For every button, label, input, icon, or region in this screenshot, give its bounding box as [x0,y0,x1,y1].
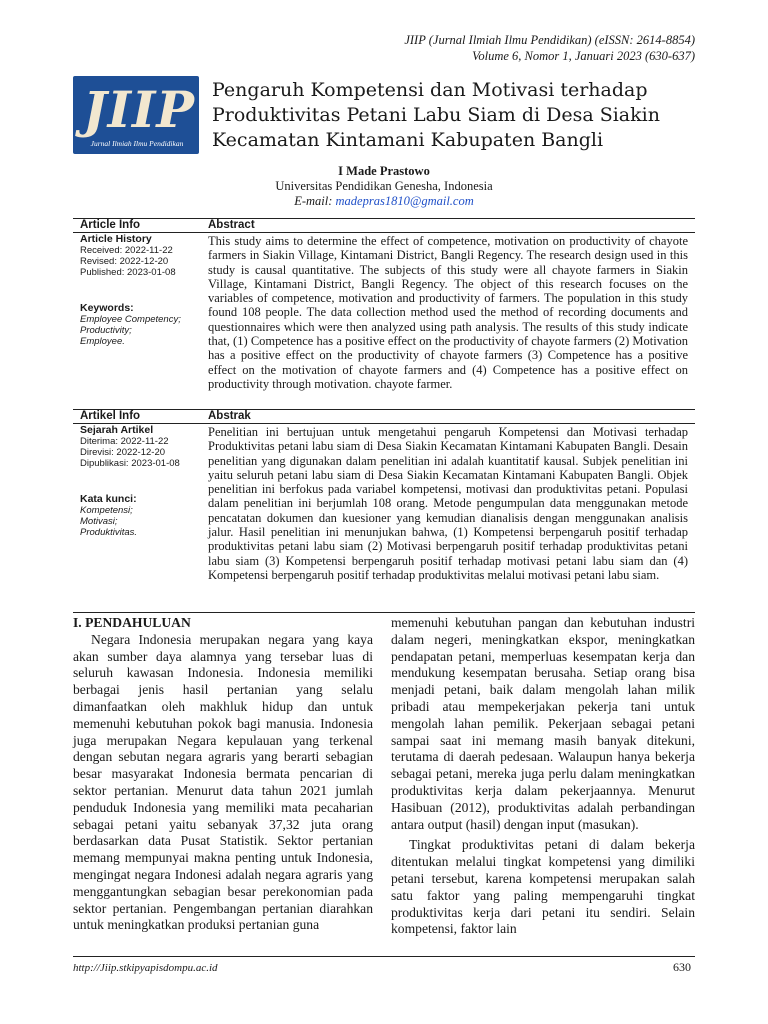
title-line-2: Produktivitas Petani Labu Siam di Desa Siakin [212,104,660,126]
journal-header [404,32,695,64]
journal-volume: Volume 6, Nomor 1, Januari 2023 (630-637) [472,49,695,63]
body-paragraph: Negara Indonesia merupakan negara yang kaya akan sumber daya alamnya yang tersebar luas di seluruh kawasan Indonesia. Indonesia memiliki berbagai jenis hasil pertanian yang selalu dimanfaatkan oleh makhluk hidup dan untuk memenuhi kebutuhan pokok bagi manusia. Indonesia juga merupakan Negara kepulauan yang terkenal dengan sebutan negara agraris yang berarti sebagian besar masyarakat Indonesia bermata pencarian di sektor pertanian. Menurut data tahun 2021 jumlah penduduk Indonesia yang memiliki mata pecaharian sebagai petani yaitu sebanyak 37,32 juta orang berdasarkan data Pusat Statistik. Sektor pertanian memang mempunyai makna penting untuk Indonesia, mengingat negara Indonesi adalah negara agraris yang menggantungkan sebagian besar perekonomian pada sektor pertanian. Pengembangan pertanian diarahkan untuk meningkatkan produksi pertanian guna [73,631,373,933]
logo-text: JIIP [83,80,196,139]
keyword: Produktivitas. [80,527,138,538]
abstract-heading: Abstract [208,219,255,231]
history-heading: Article History [80,233,152,245]
keyword: Motivasi; [80,516,118,527]
journal-logo [73,76,199,154]
body-paragraph: Tingkat produktivitas petani di dalam bekerja ditentukan melalui tingkat kompetensi yang dimiliki petani tersebut, karena kompetensi merupakan salah satu faktor yang paling mempengaruhi tingkat produktivitas kerja dari petani itu sendiri. Selain kompetensi, faktor lain [391,837,695,937]
received-date: Received: 2022-11-22 [80,245,173,256]
keywords-heading: Keywords: [80,302,134,314]
email-label: E-mail: [294,194,336,208]
page-number: 630 [673,960,691,974]
divider [73,409,695,410]
body-right-column [391,615,695,938]
diterima-date: Diterima: 2022-11-22 [80,436,169,447]
title-line-3: Kecamatan Kintamani Kabupaten Bangli [212,129,604,151]
author-email-line [73,194,695,209]
body-paragraph: memenuhi kebutuhan pangan dan kebutuhan industri dalam negeri, meningkatkan ekspor, meningkatkan pendapatan petani, memperluas kesempatan kerja dan mendukung kesempatan berusaha. Setiap orang bisa menjadi petani, baik dalam mengolah lahan milik pribadi atau mempekerjakan pekerja tani untuk mengolah lahan pemilik. Pekerjaan sebagai petani sampai saat ini memang masih banyak ditekuni, terutama di daerah pedesaan. Walaupun hanya bekerja sebagai petani, mereka juga perlu dalam meningkatkan produktivitas kerja dalam pekerjaannya. Menurut Hasibuan (2012), produktivitas adalah perbandingan antara output (hasil) dengan input (masukan). [391,615,695,832]
journal-name: JIIP (Jurnal Ilmiah Ilmu Pendidikan) (eISSN: 2614-8854) [404,33,695,47]
title-line-1: Pengaruh Kompetensi dan Motivasi terhadap [212,79,648,101]
article-info-en [80,234,202,347]
artikel-info-heading: Artikel Info [80,410,141,422]
abstract-text-en: This study aims to determine the effect of competence, motivation on productivity of chayote farmers in Siakin Village, Kintamani District, Bangli Regency. The research design used in this study is causal quantitative. The subjects of this study were all chayote farmers in Siakin Village, Kintamani District, Bangli Regency. The object of this research focuses on the variables of competence, motivation and productivity of farmers. The population in this study found 108 people. The data collection method used the method of recording documents and questionnaires which were then analyzed using path analysis. The results of this study indicate that, (1) Competence has a positive effect on the productivity of chayote farmers (2) Motivation has a positive effect on the productivity of chayote farmers (3) Competence has a positive effect on the motivation of chayote farmers and (4) Competence has a positive effect on productivity through motivation. chayote farmer. [208,234,688,391]
author-name: I Made Prastowo [338,164,430,178]
sejarah-heading: Sejarah Artikel [80,424,154,436]
kata-kunci-heading: Kata kunci: [80,493,137,505]
article-title [212,78,702,153]
dipublikasi-date: Dipublikasi: 2023-01-08 [80,458,180,469]
keyword: Productivity; [80,325,132,336]
email-link[interactable]: madepras1810@gmail.com [335,194,474,208]
keyword: Kompetensi; [80,505,133,516]
published-date: Published: 2023-01-08 [80,267,176,278]
article-info-id [80,425,202,538]
footer-divider [73,956,695,957]
revised-date: Revised: 2022-12-20 [80,256,169,267]
abstract-text-id: Penelitian ini bertujuan untuk mengetahui pengaruh Kompetensi dan Motivasi terhadap Produktivitas petani labu siam di Desa Siakin Kecamatan Kintamani Kabupaten Bangli. Desain penelitian yang digunakan dalam penelitian ini adalah kuantitatif kausal. Subjek penelitian ini yaitu seluruh petani labu siam di Desa Siakin Kecamatan Kintamani Kabupaten Bangli. Objek penelitian ini berfokus pada variabel kompetensi, motivasi dan produktivitas petani. Populasi dalam penelitian ini berjumlah 108 orang. Metode pengumpulan data menggunakan metode pencatatan dokumen dan kuesioner yang kemudian dianalisis dengan menggunakan analisis jalur. Hasil penelitian ini menunjukan bahwa, (1) Kompetensi berpengaruh positif terhadap produktivitas petani labu siam (2) Motivasi berpengaruh positif terhadap produktivitas petani labu siam (3) Kompetensi berpengaruh positif terhadap motivasi petani labu siam dan (4) Kompetensi berpengaruh positif terhadap produktivitas melalui motivasi petani labu siam. [208,425,688,582]
logo-subtitle: Jurnal Ilmiah Ilmu Pendidikan [90,139,184,148]
footer-url-link[interactable]: http://Jiip.stkipyapisdompu.ac.id [73,962,218,974]
author-affiliation: Universitas Pendidikan Genesha, Indonesia [275,179,493,193]
keyword: Employee Competency; [80,314,181,325]
direvisi-date: Direvisi: 2022-12-20 [80,447,166,458]
divider [73,423,695,424]
divider [73,232,695,233]
keyword: Employee. [80,336,125,347]
divider [73,218,695,219]
body-left-column [73,615,373,934]
abstrak-heading: Abstrak [208,410,251,422]
section-heading: I. PENDAHULUAN [73,615,191,630]
divider [73,612,695,613]
article-info-heading: Article Info [80,219,141,231]
